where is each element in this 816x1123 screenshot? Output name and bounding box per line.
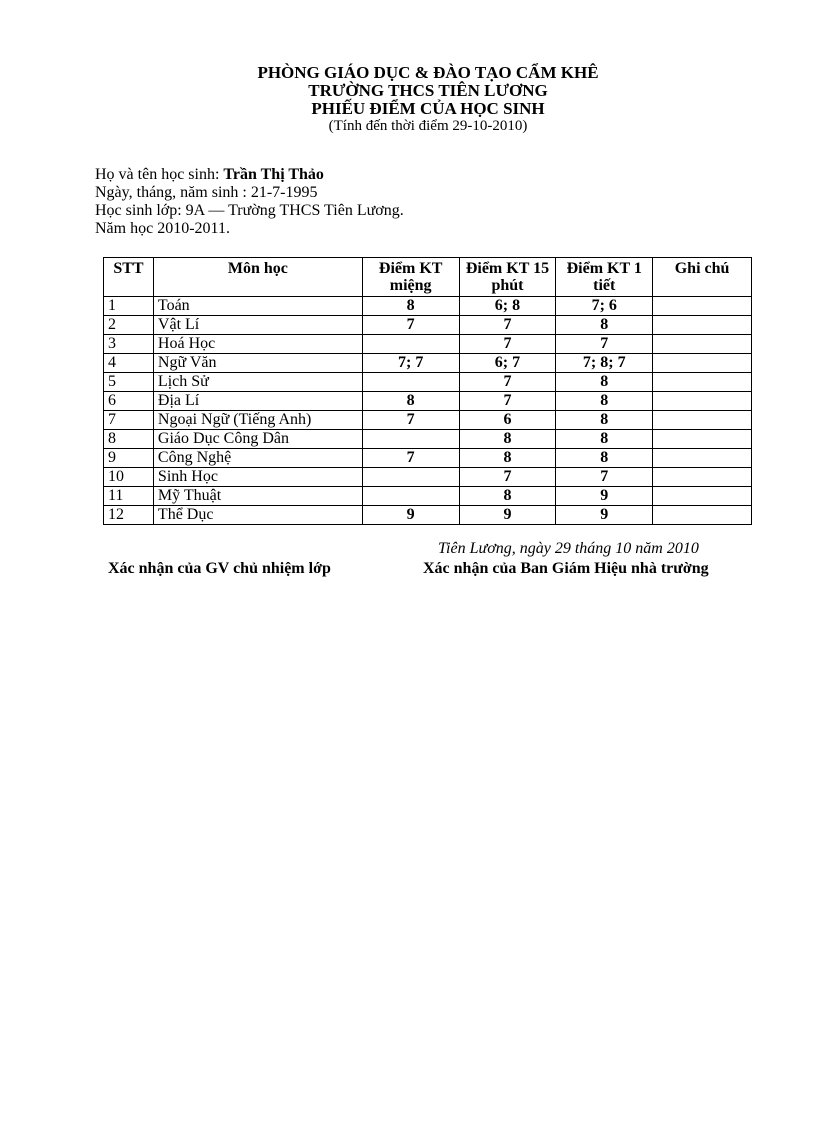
row-number: 3 [104,335,154,354]
student-name-label: Họ và tên học sinh: [95,166,224,183]
header-oral: Điểm KT miệng [362,258,459,297]
subject-name: Sinh Học [153,468,362,487]
oral-score [362,373,459,392]
subject-name: Công Nghệ [153,449,362,468]
document-title: PHIẾU ĐIỂM CỦA HỌC SINH [311,99,545,118]
note-cell [653,297,752,316]
document-header [0,64,816,134]
row-number: 7 [104,411,154,430]
subject-name: Ngoại Ngữ (Tiếng Anh) [153,411,362,430]
header-1period: Điểm KT 1 tiết [556,258,653,297]
table-row [104,487,752,506]
fifteen-minute-score: 7 [459,335,556,354]
student-dob: Ngày, tháng, năm sinh : 21-7-1995 [95,184,318,201]
one-period-score: 8 [556,392,653,411]
note-cell [653,392,752,411]
fifteen-minute-score: 6; 8 [459,297,556,316]
row-number: 6 [104,392,154,411]
note-cell [653,468,752,487]
oral-score [362,468,459,487]
subject-name: Vật Lí [153,316,362,335]
fifteen-minute-score: 7 [459,468,556,487]
row-number: 2 [104,316,154,335]
note-cell [653,316,752,335]
header-subject: Môn học [153,258,362,297]
grades-table [103,257,752,525]
table-row [104,297,752,316]
fifteen-minute-score: 6; 7 [459,354,556,373]
oral-score [362,487,459,506]
note-cell [653,373,752,392]
table-row [104,373,752,392]
as-of-date: (Tính đến thời điểm 29-10-2010) [328,118,528,134]
note-cell [653,506,752,525]
note-cell [653,487,752,506]
oral-score: 9 [362,506,459,525]
fifteen-minute-score: 7 [459,316,556,335]
table-row [104,468,752,487]
table-row [104,506,752,525]
one-period-score: 9 [556,506,653,525]
row-number: 12 [104,506,154,525]
row-number: 8 [104,430,154,449]
one-period-score: 8 [556,316,653,335]
table-row [104,411,752,430]
subject-name: Lịch Sử [153,373,362,392]
fifteen-minute-score: 7 [459,373,556,392]
header-15min: Điểm KT 15 phút [459,258,556,297]
subject-name: Thể Dục [153,506,362,525]
school-board-confirmation: Xác nhận của Ban Giám Hiệu nhà trường [423,560,709,577]
row-number: 10 [104,468,154,487]
note-cell [653,354,752,373]
header-note: Ghi chú [653,258,752,297]
fifteen-minute-score: 9 [459,506,556,525]
row-number: 4 [104,354,154,373]
subject-name: Mỹ Thuật [153,487,362,506]
fifteen-minute-score: 8 [459,449,556,468]
oral-score: 7 [362,316,459,335]
table-row [104,316,752,335]
note-cell [653,335,752,354]
fifteen-minute-score: 7 [459,392,556,411]
row-number: 9 [104,449,154,468]
table-row [104,335,752,354]
subject-name: Ngữ Văn [153,354,362,373]
one-period-score: 8 [556,373,653,392]
note-cell [653,411,752,430]
table-row [104,449,752,468]
student-class: Học sinh lớp: 9A — Trường THCS Tiên Lương. [95,202,404,219]
fifteen-minute-score: 6 [459,411,556,430]
subject-name: Hoá Học [153,335,362,354]
table-header-row [104,258,752,297]
one-period-score: 7 [556,468,653,487]
subject-name: Giáo Dục Công Dân [153,430,362,449]
fifteen-minute-score: 8 [459,487,556,506]
place-date: Tiên Lương, ngày 29 tháng 10 năm 2010 [438,540,699,557]
subject-name: Địa Lí [153,392,362,411]
one-period-score: 8 [556,430,653,449]
header-stt: STT [104,258,154,297]
oral-score: 7 [362,411,459,430]
oral-score: 8 [362,392,459,411]
table-row [104,430,752,449]
student-name-line [95,166,404,184]
grades-table-body [104,297,752,525]
oral-score: 8 [362,297,459,316]
row-number: 11 [104,487,154,506]
department-title: PHÒNG GIÁO DỤC & ĐÀO TẠO CẨM KHÊ [257,63,599,82]
table-row [104,354,752,373]
row-number: 1 [104,297,154,316]
one-period-score: 7 [556,335,653,354]
note-cell [653,430,752,449]
fifteen-minute-score: 8 [459,430,556,449]
school-name: TRƯỜNG THCS TIÊN LƯƠNG [308,81,548,100]
oral-score [362,335,459,354]
student-info [95,166,404,238]
one-period-score: 8 [556,411,653,430]
table-row [104,392,752,411]
oral-score: 7; 7 [362,354,459,373]
one-period-score: 9 [556,487,653,506]
school-year: Năm học 2010-2011. [95,220,230,237]
oral-score [362,430,459,449]
note-cell [653,449,752,468]
oral-score: 7 [362,449,459,468]
row-number: 5 [104,373,154,392]
one-period-score: 8 [556,449,653,468]
student-name: Trần Thị Thảo [223,166,324,183]
subject-name: Toán [153,297,362,316]
one-period-score: 7; 8; 7 [556,354,653,373]
one-period-score: 7; 6 [556,297,653,316]
homeroom-teacher-confirmation: Xác nhận của GV chủ nhiệm lớp [108,560,331,577]
